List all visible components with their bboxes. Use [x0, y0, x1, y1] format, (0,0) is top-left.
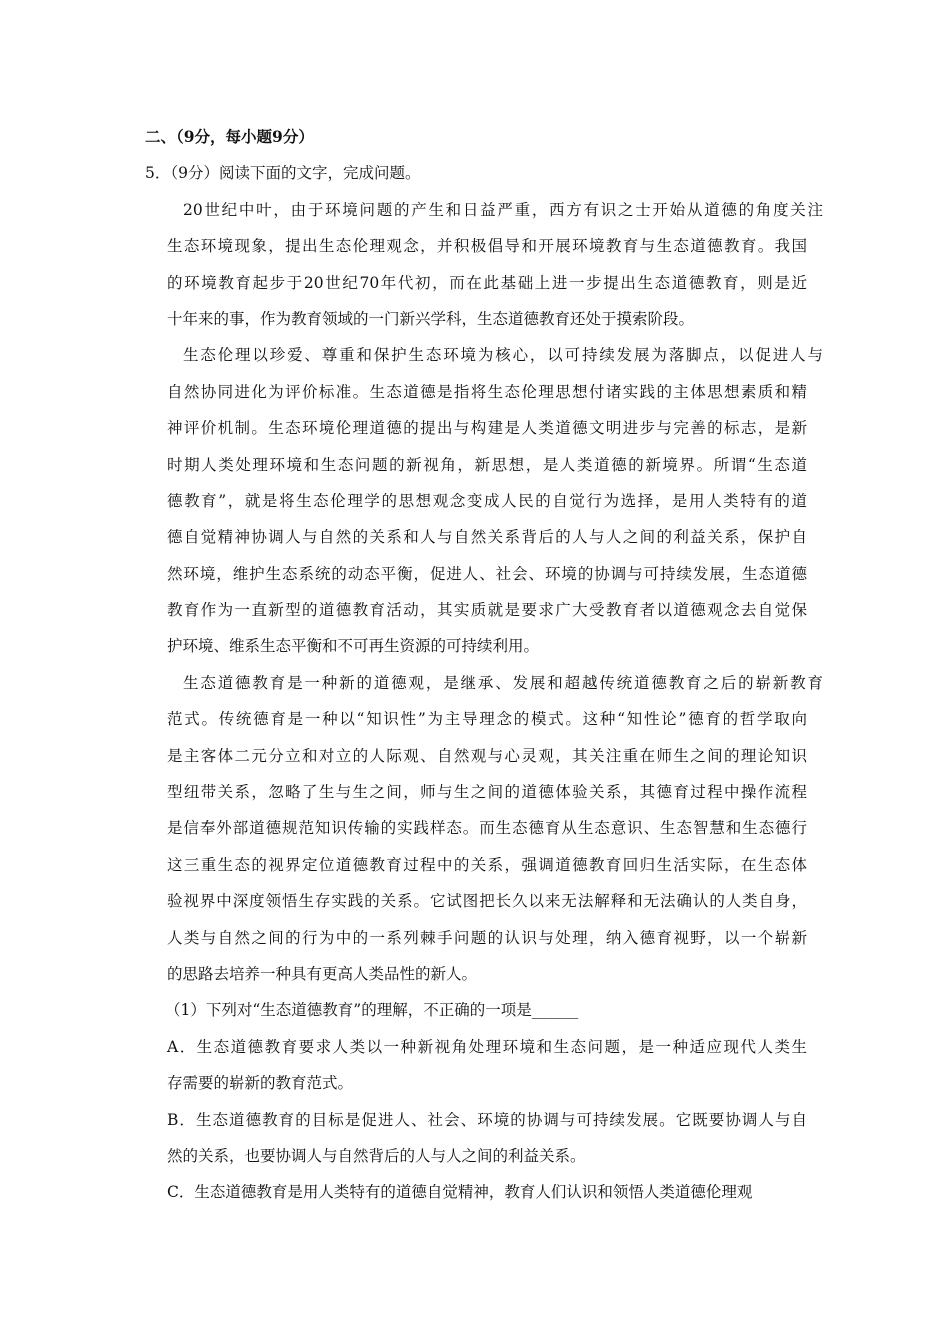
- passage-paragraph: [145, 665, 823, 993]
- passage-line: 这三重生态的视界定位道德教育过程中的关系，强调道德教育回归生活实际，在生态体: [167, 855, 807, 874]
- question-stem: 5．（9分）阅读下面的文字，完成问题。: [145, 164, 421, 183]
- passage-line: 生态环境现象，提出生态伦理观念，并积极倡导和开展环境教育与生态道德教育。我国: [167, 237, 807, 256]
- option-line: 然的关系，也要协调人与自然背后的人与人之间的利益关系。: [167, 1146, 586, 1165]
- passage-line: 人类与自然之间的行为中的一系列棘手问题的认识与处理，纳入德育视野，以一个崭新: [167, 928, 807, 947]
- passage-line: 型纽带关系，忽略了生与生之间，师与生之间的道德体验关系，其德育过程中操作流程: [167, 783, 807, 802]
- option-line: 存需要的崭新的教育范式。: [167, 1074, 354, 1093]
- passage-line: 验视界中深度领悟生存实践的关系。它试图把长久以来无法解释和无法确认的人类自身，: [167, 892, 807, 911]
- reading-passage: [145, 192, 823, 993]
- passage-line: 范式。传统德育是一种以“知识性”为主导理念的模式。这种“知性论”德育的哲学取向: [167, 710, 807, 729]
- answer-options: [145, 1029, 807, 1211]
- passage-line: 护环境、维系生态平衡和不可再生资源的可持续利用。: [167, 637, 540, 656]
- section-heading: 二、（9分，每小题9分）: [145, 127, 314, 146]
- option-line: B．生态道德教育的目标是促进人、社会、环境的协调与可持续发展。它既要协调人与自: [167, 1110, 807, 1129]
- passage-line: 德教育”，就是将生态伦理学的思想观念变成人民的自觉行为选择，是用人类特有的道: [167, 491, 807, 510]
- option-line: C．生态道德教育是用人类特有的道德自觉精神，教育人们认识和领悟人类道德伦理观: [167, 1183, 753, 1202]
- passage-line: 20世纪中叶，由于环境问题的产生和日益严重，西方有识之士开始从道德的角度关注: [183, 200, 823, 219]
- passage-line: 的环境教育起步于20世纪70年代初，而在此基础上进一步提出生态道德教育，则是近: [167, 273, 807, 292]
- option-item: [145, 1174, 807, 1210]
- passage-line: 然环境，维护生态系统的动态平衡，促进人、社会、环境的协调与可持续发展，生态道德: [167, 564, 807, 583]
- passage-line: 是主客体二元分立和对立的人际观、自然观与心灵观，其关注重在师生之间的理论知识: [167, 746, 807, 765]
- option-item: [145, 1102, 807, 1175]
- passage-line: 十年来的事，作为教育领域的一门新兴学科，生态道德教育还处于摸索阶段。: [167, 309, 695, 328]
- passage-line: 是信奉外部道德规范知识传输的实践样态。而生态德育从生态意识、生态智慧和生态德行: [167, 819, 807, 838]
- passage-line: 生态道德教育是一种新的道德观，是继承、发展和超越传统道德教育之后的崭新教育: [183, 673, 823, 692]
- passage-line: 德自觉精神协调人与自然的关系和人与自然关系背后的人与人之间的利益关系，保护自: [167, 528, 807, 547]
- passage-paragraph: [145, 337, 823, 665]
- passage-line: 神评价机制。生态环境伦理道德的提出与构建是人类道德文明进步与完善的标志，是新: [167, 419, 807, 438]
- passage-line: 教育作为一直新型的道德教育活动，其实质就是要求广大受教育者以道德观念去自觉保: [167, 601, 807, 620]
- passage-paragraph: [145, 192, 823, 338]
- passage-line: 的思路去培养一种具有更高人类品性的新人。: [167, 964, 478, 983]
- passage-line: 时期人类处理环境和生态问题的新视角，新思想，是人类道德的新境界。所谓“生态道: [167, 455, 807, 474]
- document-page: [145, 119, 823, 1211]
- sub-question: （1）下列对“生态道德教育”的理解，不正确的一项是______: [165, 1001, 579, 1020]
- passage-line: 自然协同进化为评价标准。生态道德是指将生态伦理思想付诸实践的主体思想素质和精: [167, 382, 807, 401]
- passage-line: 生态伦理以珍爱、尊重和保护生态环境为核心，以可持续发展为落脚点，以促进人与: [183, 346, 823, 365]
- option-line: A．生态道德教育要求人类以一种新视角处理环境和生态问题，是一种适应现代人类生: [167, 1037, 807, 1056]
- option-item: [145, 1029, 807, 1102]
